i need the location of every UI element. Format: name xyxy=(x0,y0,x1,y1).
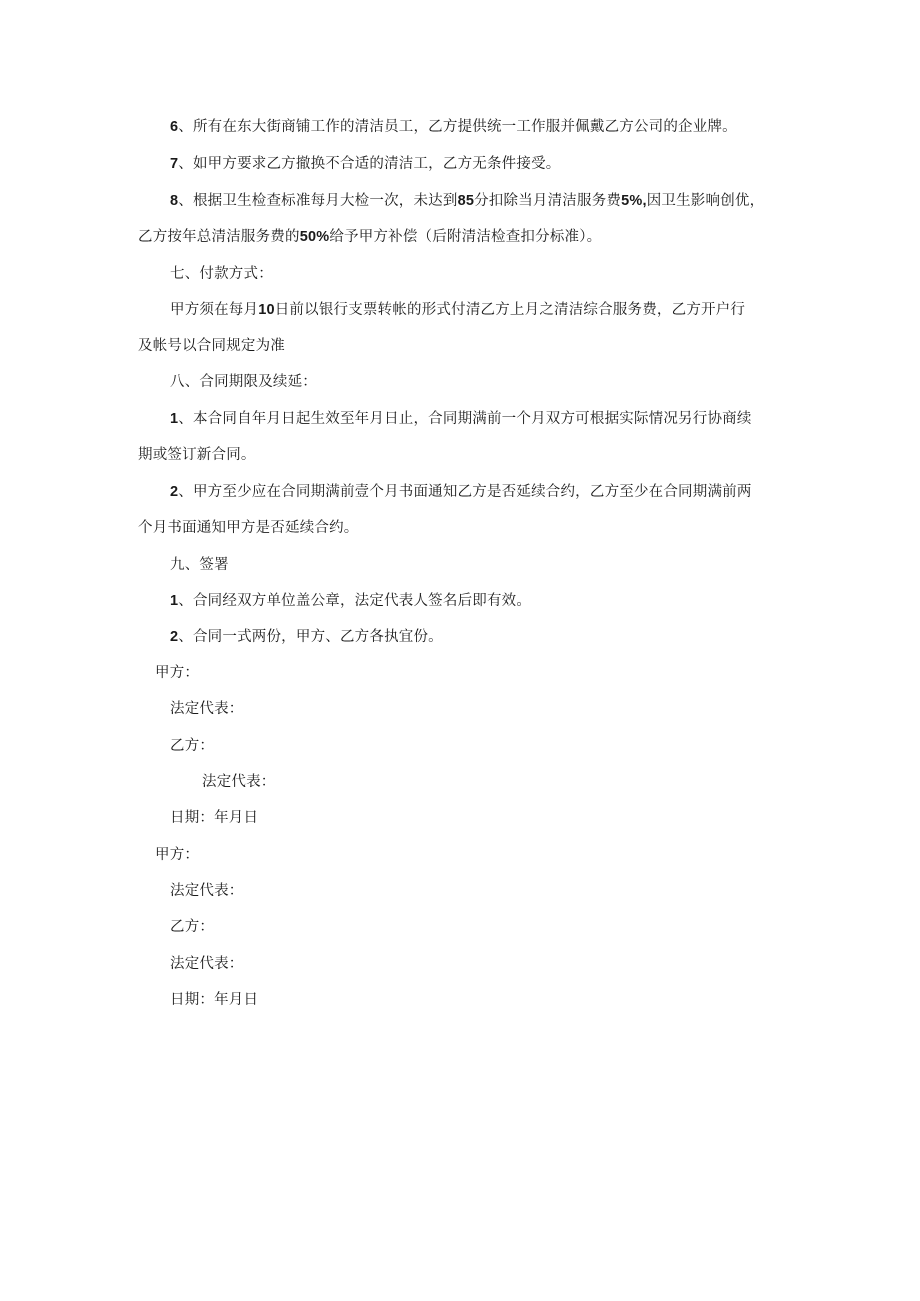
section-9-item-2 xyxy=(170,627,443,647)
score-threshold: 85 xyxy=(457,193,475,209)
payment-day: 10 xyxy=(258,302,275,318)
signature-2-rep-b: 法定代表： xyxy=(170,956,244,972)
clause-8-line-1 xyxy=(170,191,764,211)
section-text: 甲方须在每月 xyxy=(170,302,259,318)
clause-text: 乙方按年总清洁服务费的 xyxy=(138,229,300,245)
signature-1-party-a: 甲方： xyxy=(155,665,200,681)
clause-text: 因卫生影响创优， xyxy=(646,193,765,209)
signature-1-party-b: 乙方： xyxy=(170,738,215,754)
item-text: 、甲方至少应在合同期满前壹个月书面通知乙方是否延续合约，乙方至少在合同期满前两 xyxy=(178,484,752,500)
item-number: 2 xyxy=(170,629,179,645)
section-7-line-1 xyxy=(170,300,745,320)
clause-7 xyxy=(170,154,560,174)
clause-8-line-2 xyxy=(138,227,601,247)
item-text: 、合同一式两份，甲方、乙方各执宜份。 xyxy=(178,629,443,645)
section-8-heading: 八、合同期限及续延： xyxy=(170,374,317,390)
item-text: 、合同经双方单位盖公章，法定代表人签名后即有效。 xyxy=(178,593,532,609)
section-9-heading: 九、签署 xyxy=(170,557,229,573)
item-number: 1 xyxy=(170,411,179,427)
item-number: 2 xyxy=(170,484,179,500)
section-8-item-1-line-2: 期或签订新合同。 xyxy=(138,447,256,463)
section-7-heading: 七、付款方式： xyxy=(170,266,273,282)
signature-2-date: 日期：年月日 xyxy=(170,992,259,1008)
section-text: 日前以银行支票转帐的形式付清乙方上月之清洁综合服务费，乙方开户行 xyxy=(274,302,746,318)
clause-6 xyxy=(170,117,737,137)
signature-2-party-b: 乙方： xyxy=(170,919,215,935)
section-7-line-2: 及帐号以合同规定为准 xyxy=(138,338,285,354)
clause-number: 6 xyxy=(170,119,179,135)
compensation-percent: 50% xyxy=(299,229,330,245)
clause-text: 分扣除当月清洁服务费 xyxy=(474,193,622,209)
signature-2-rep-a: 法定代表： xyxy=(170,883,244,899)
signature-1-rep-b: 法定代表： xyxy=(202,774,276,790)
signature-2-party-a: 甲方： xyxy=(155,847,200,863)
item-text: 、本合同自年月日起生效至年月日止，合同期满前一个月双方可根据实际情况另行协商续 xyxy=(178,411,752,427)
signature-1-date: 日期：年月日 xyxy=(170,810,259,826)
clause-text: 、所有在东大街商铺工作的清洁员工，乙方提供统一工作服并佩戴乙方公司的企业牌。 xyxy=(178,119,737,135)
section-8-item-2-line-2: 个月书面通知甲方是否延续合约。 xyxy=(138,520,359,536)
clause-number: 8 xyxy=(170,193,179,209)
deduction-percent: 5%, xyxy=(621,193,647,209)
section-9-item-1 xyxy=(170,591,531,611)
section-8-item-2-line-1 xyxy=(170,482,752,502)
section-8-item-1-line-1 xyxy=(170,409,752,429)
clause-text: 给予甲方补偿（后附清洁检查扣分标准）。 xyxy=(329,229,602,245)
clause-text: 、如甲方要求乙方撤换不合适的清洁工，乙方无条件接受。 xyxy=(178,156,561,172)
item-number: 1 xyxy=(170,593,179,609)
clause-text: 、根据卫生检查标准每月大检一次，未达到 xyxy=(178,193,458,209)
signature-1-rep-a: 法定代表： xyxy=(170,701,244,717)
clause-number: 7 xyxy=(170,156,179,172)
